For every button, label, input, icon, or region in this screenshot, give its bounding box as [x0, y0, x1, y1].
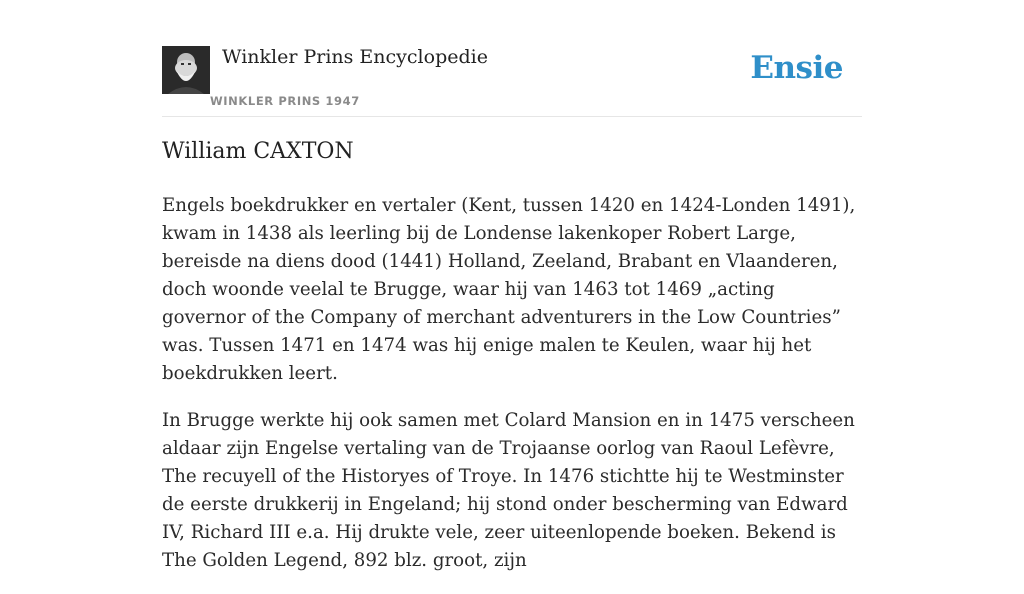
- article-paragraph: Engels boekdrukker en vertaler (Kent, tussen 1420 en 1424-Londen 1491), kwam in 1438 als leerling bij de Londense lakenkoper Robert Large, bereisde na diens dood (1441) Holland, Zeeland, Brabant en Vlaanderen, doch woonde veelal te Brugge, waar hij van 1463 tot 1469 „acting governor of the Company of merchant adventurers in the Low Countries” was. Tussen 1471 en 1474 was hij enige malen te Keulen, waar hij het boekdrukken leert.: [162, 195, 856, 384]
- site-header: [162, 40, 862, 117]
- source-label[interactable]: WINKLER PRINS 1947: [210, 94, 360, 108]
- site-title[interactable]: Winkler Prins Encyclopedie: [222, 46, 488, 68]
- article-paragraph: In Brugge werkte hij ook samen met Colard Mansion en in 1475 verscheen aldaar zijn Engelse vertaling van de Trojaanse oorlog van Raoul Lefèvre, The recuyell of the Historyes of Troye. In 1476 stichtte hij te Westminster de eerste drukkerij in Engeland; hij stond onder bescherming van Edward IV, Richard III e.a. Hij drukte vele, zeer uiteenlopende boeken. Bekend is The Golden Legend, 892 blz. groot, zijn: [162, 410, 855, 571]
- ensie-logo-link[interactable]: Ensie: [750, 50, 843, 86]
- avatar-icon[interactable]: [162, 46, 210, 94]
- article-body: [162, 192, 862, 594]
- article-title: William CAXTON: [162, 139, 354, 164]
